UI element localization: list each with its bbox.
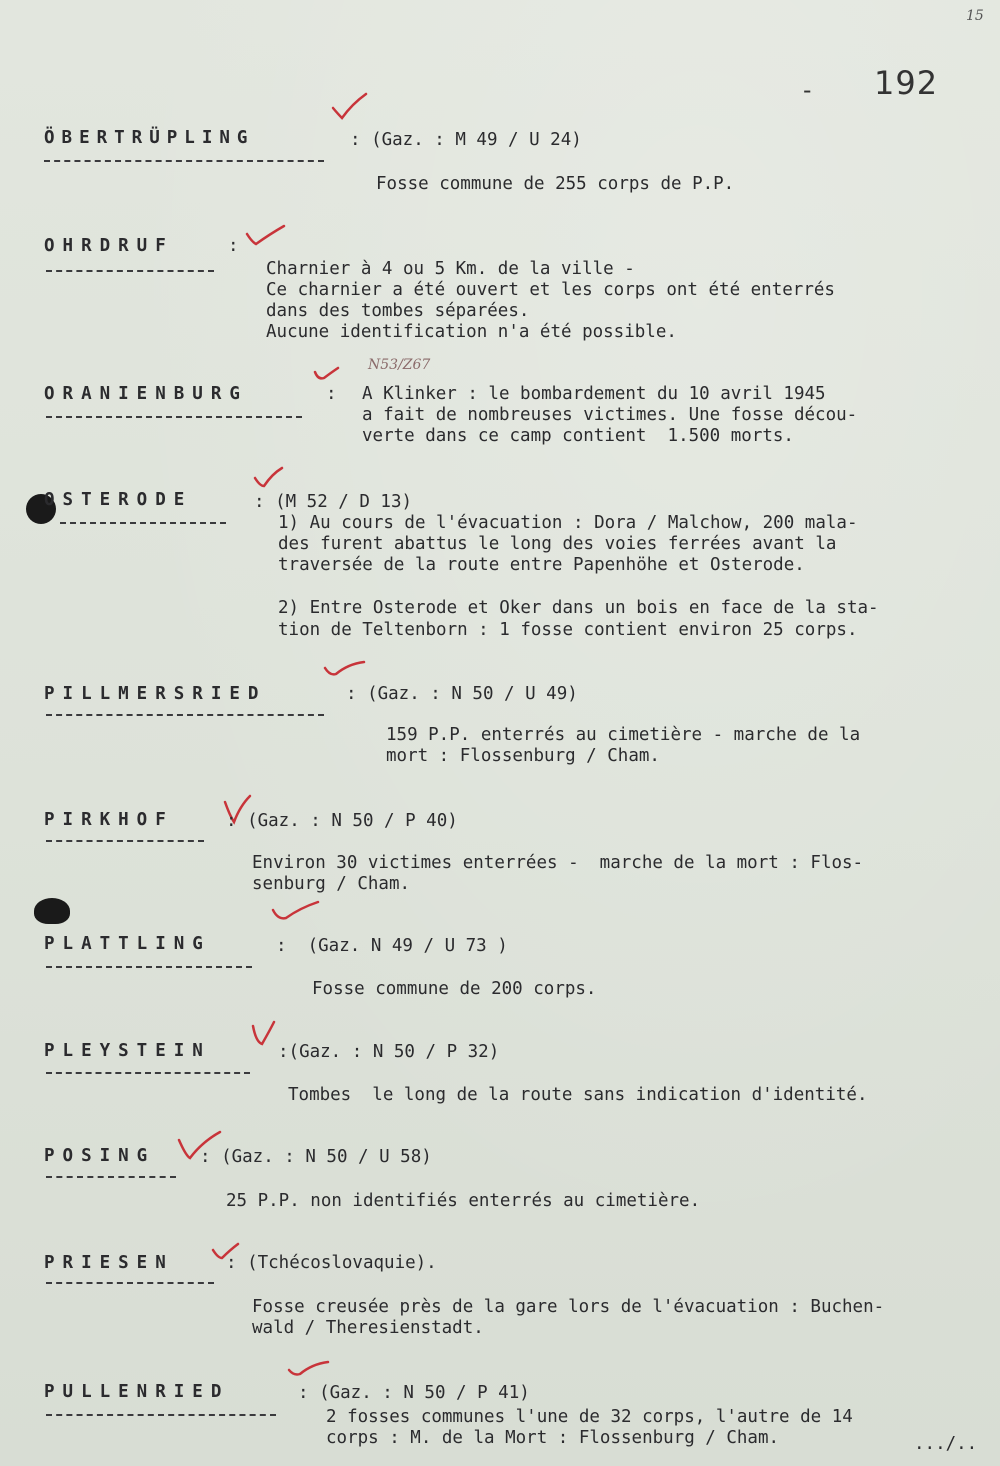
entry-text-line: corps : M. de la Mort : Flossenburg / Cham. (326, 1428, 780, 1448)
entry-place-name: PIRKHOF (44, 810, 174, 830)
entry-text-line: dans des tombes séparées. (266, 301, 530, 321)
entry-text-line: traversée de la route entre Papenhöhe et Osterode. (278, 555, 805, 575)
entry-place-name: PRIESEN (44, 1253, 174, 1273)
entry-reference: : (228, 236, 239, 256)
entry-reference: : (M 52 / D 13) (254, 492, 413, 512)
entry-text-line: Aucune identification n'a été possible. (266, 322, 677, 342)
entry-reference: : (Gaz. N 49 / U 73 ) (276, 936, 508, 956)
entry-underline (46, 1072, 250, 1074)
entry-text-line: senburg / Cham. (252, 874, 411, 894)
handwritten-reference: N53/Z67 (368, 357, 431, 373)
entry-underline (46, 840, 204, 842)
entry-underline (46, 1414, 276, 1416)
entry-underline (46, 714, 324, 716)
entry-place-name: PLATTLING (44, 934, 211, 954)
check-mark-icon (286, 1356, 332, 1380)
entry-text-line: verte dans ce camp contient 1.500 morts. (362, 426, 794, 446)
check-mark-icon (244, 222, 288, 248)
entry-text-line: tion de Teltenborn : 1 fosse contient environ 25 corps. (278, 620, 858, 640)
entry-text-line: A Klinker : le bombardement du 10 avril 1945 (362, 384, 826, 404)
entry-underline (44, 160, 324, 162)
corner-mark: 15 (966, 8, 984, 24)
punch-hole-bottom (34, 898, 70, 924)
entry-place-name: PILLMERSRIED (44, 684, 267, 704)
check-mark-icon (270, 898, 322, 924)
entry-text-line: Fosse commune de 200 corps. (312, 979, 597, 999)
entry-reference: : (Gaz. : N 50 / P 41) (298, 1383, 530, 1403)
entry-reference: : (Tchécoslovaquie). (226, 1253, 437, 1273)
entry-text-line: Fosse creusée près de la gare lors de l'évacuation : Buchen- (252, 1297, 885, 1317)
entry-place-name: PULLENRIED (44, 1382, 230, 1402)
entry-text-line: 25 P.P. non identifiés enterrés au cimetière. (226, 1191, 701, 1211)
entry-reference: :(Gaz. : N 50 / P 32) (278, 1042, 500, 1062)
entry-underline (60, 522, 226, 524)
check-mark-icon (252, 464, 286, 490)
entry-text-line: 1) Au cours de l'évacuation : Dora / Malchow, 200 mala- (278, 513, 858, 533)
entry-place-name: POSING (44, 1146, 156, 1166)
check-mark-icon (312, 362, 342, 384)
entry-text-line: 159 P.P. enterrés au cimetière - marche de la (386, 725, 861, 745)
check-mark-icon (330, 92, 370, 122)
entry-text-line: Ce charnier a été ouvert et les corps ont été enterrés (266, 280, 835, 300)
entry-underline (46, 1282, 214, 1284)
page-number-dash: - (800, 76, 815, 104)
entry-text-line: Tombes le long de la route sans indication d'identité. (288, 1085, 868, 1105)
continuation-marker: .../.. (914, 1434, 978, 1454)
entry-place-name: OSTERODE (44, 490, 193, 510)
entry-place-name: OHRDRUF (44, 236, 174, 256)
entry-place-name: ORANIENBURG (44, 384, 248, 404)
entry-text-line: Environ 30 victimes enterrées - marche de la mort : Flos- (252, 853, 864, 873)
entry-text-line: wald / Theresienstadt. (252, 1318, 484, 1338)
check-mark-icon (322, 656, 368, 680)
entry-text-line: Fosse commune de 255 corps de P.P. (376, 174, 735, 194)
entry-text-line: 2 fosses communes l'une de 32 corps, l'autre de 14 (326, 1407, 853, 1427)
page-number: 192 (874, 64, 939, 102)
entry-text-line: Charnier à 4 ou 5 Km. de la ville - (266, 259, 635, 279)
entry-text-line: a fait de nombreuses victimes. Une fosse décou- (362, 405, 858, 425)
entry-text-line: mort : Flossenburg / Cham. (386, 746, 660, 766)
entry-reference: : (326, 384, 337, 404)
entry-reference: : (Gaz. : N 50 / P 40) (226, 811, 458, 831)
entry-reference: : (Gaz. : N 50 / U 49) (346, 684, 578, 704)
entry-underline (46, 416, 302, 418)
entry-underline (46, 1176, 176, 1178)
entry-text-line: des furent abattus le long des voies ferrées avant la (278, 534, 837, 554)
entry-text-line: 2) Entre Osterode et Oker dans un bois en face de la sta- (278, 598, 879, 618)
entry-underline (46, 966, 252, 968)
check-mark-icon (250, 1018, 280, 1050)
entry-place-name: ÖBERTRÜPLING (44, 128, 255, 148)
entry-underline (46, 270, 214, 272)
entry-reference: : (Gaz. : M 49 / U 24) (350, 130, 582, 150)
entry-reference: : (Gaz. : N 50 / U 58) (200, 1147, 432, 1167)
entry-place-name: PLEYSTEIN (44, 1041, 211, 1061)
